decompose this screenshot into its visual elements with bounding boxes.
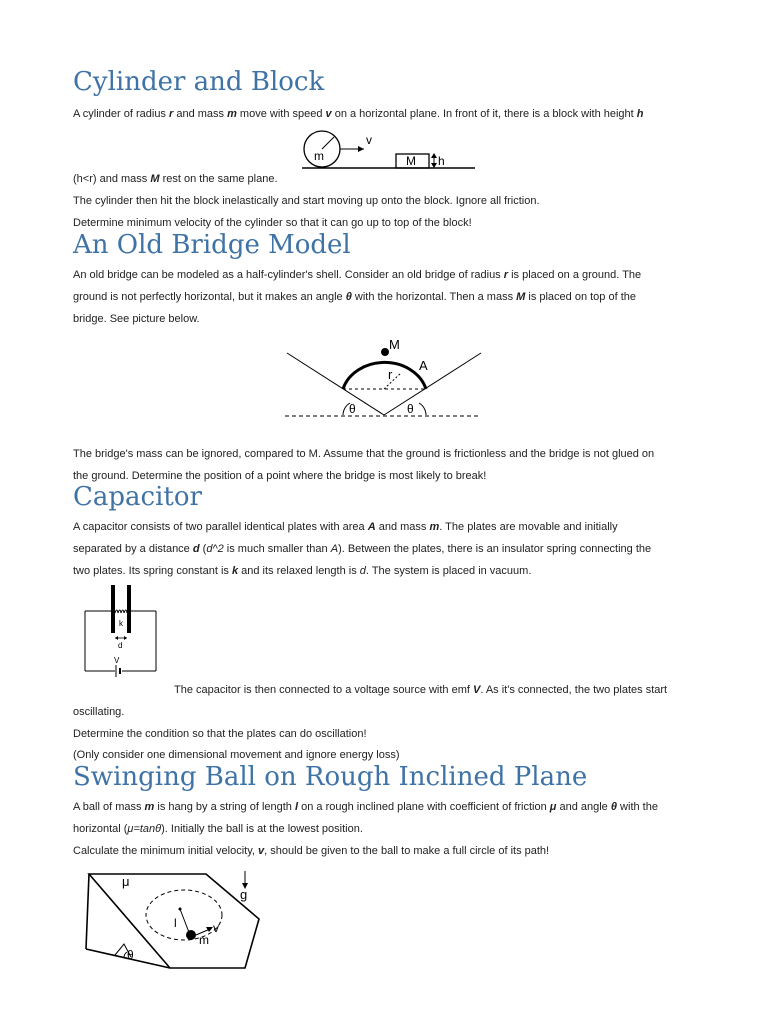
figure-label: l bbox=[174, 916, 177, 930]
paragraph: Determine minimum velocity of the cylinder so that it can go up to top of the block! bbox=[73, 217, 472, 229]
figure-label: m bbox=[199, 933, 209, 947]
figure-label: v bbox=[366, 133, 372, 147]
paragraph: separated by a distance d (d^2 is much smaller than A). Between the plates, there is an insulator spring connecting the bbox=[73, 543, 652, 555]
figure-label: k bbox=[119, 619, 123, 628]
section-title-ball: Swinging Ball on Rough Inclined Plane bbox=[73, 762, 588, 792]
paragraph: the ground. Determine the position of a point where the bridge is most likely to break! bbox=[73, 470, 487, 482]
section-title-cylinder: Cylinder and Block bbox=[73, 67, 325, 97]
section-title-capacitor: Capacitor bbox=[73, 482, 202, 512]
paragraph: ground is not perfectly horizontal, but it makes an angle θ with the horizontal. Then a mass M is placed on top of the bbox=[73, 291, 636, 303]
figure-label: μ bbox=[122, 874, 130, 889]
paragraph: bridge. See picture below. bbox=[73, 313, 200, 325]
paragraph: horizontal (μ=tanθ). Initially the ball is at the lowest position. bbox=[73, 823, 363, 835]
figure-label: V bbox=[114, 656, 120, 665]
paragraph: The bridge's mass can be ignored, compared to M. Assume that the ground is frictionless and the bridge is not glued on bbox=[73, 448, 655, 460]
section-title-bridge: An Old Bridge Model bbox=[73, 230, 351, 260]
paragraph: (Only consider one dimensional movement and ignore energy loss) bbox=[73, 749, 400, 761]
paragraph: Determine the condition so that the plates can do oscillation! bbox=[73, 728, 367, 740]
inclined-plane-figure bbox=[82, 866, 274, 972]
figure-label: h bbox=[438, 154, 445, 168]
cylinder-block-figure bbox=[300, 127, 480, 171]
paragraph: The capacitor is then connected to a voltage source with emf V. As it's connected, the two plates start bbox=[174, 684, 668, 696]
bridge-figure bbox=[283, 335, 488, 421]
figure-label: θ bbox=[407, 402, 414, 416]
paragraph: oscillating. bbox=[73, 706, 125, 718]
figure-label: d bbox=[118, 641, 123, 650]
figure-label: r bbox=[388, 367, 393, 382]
paragraph: Calculate the minimum initial velocity, v, should be given to the ball to make a full circle of its path! bbox=[73, 845, 550, 857]
figure-label: m bbox=[314, 149, 324, 163]
paragraph: An old bridge can be modeled as a half-cylinder's shell. Consider an old bridge of radius r is placed on a ground. The bbox=[73, 269, 642, 281]
paragraph: The cylinder then hit the block inelastically and start moving up onto the block. Ignore all friction. bbox=[73, 195, 540, 207]
figure-label: v bbox=[213, 921, 219, 935]
figure-label: θ bbox=[349, 402, 356, 416]
paragraph: (h<r) and mass M rest on the same plane. bbox=[73, 173, 278, 185]
paragraph: A cylinder of radius r and mass m move with speed v on a horizontal plane. In front of it, there is a block with height h bbox=[73, 108, 644, 120]
capacitor-figure bbox=[82, 583, 160, 681]
figure-label: M bbox=[406, 154, 416, 168]
figure-label: θ bbox=[127, 948, 134, 962]
figure-label: M bbox=[389, 337, 400, 352]
paragraph: A ball of mass m is hang by a string of length l on a rough inclined plane with coefficient of friction μ and angle θ with the bbox=[73, 801, 658, 813]
figure-label: g bbox=[240, 887, 248, 902]
figure-label: A bbox=[419, 358, 428, 373]
paragraph: A capacitor consists of two parallel identical plates with area A and mass m. The plates are movable and initially bbox=[73, 521, 618, 533]
paragraph: two plates. Its spring constant is k and its relaxed length is d. The system is placed in vacuum. bbox=[73, 565, 532, 577]
